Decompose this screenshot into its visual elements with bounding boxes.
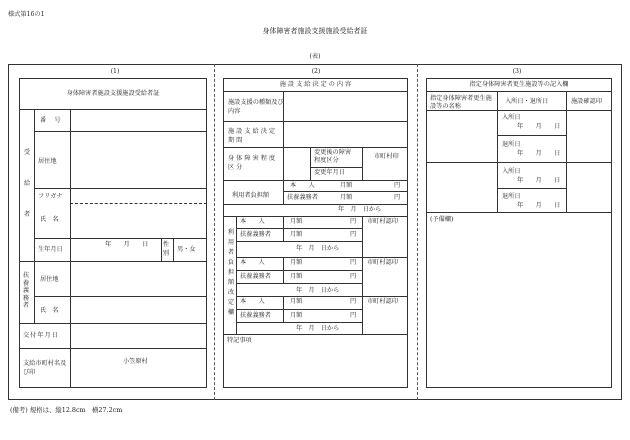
c1-support-yen: 円 <box>350 231 357 238</box>
panel1-table <box>19 78 207 388</box>
c2-city-approve: 市町村認印 <box>367 259 398 266</box>
change-date-label: 変更年月日 <box>314 169 345 176</box>
c1-support-monthly: 月額 <box>290 231 303 238</box>
c1-from: 年 月 日から <box>296 245 340 252</box>
birth-label: 生年月日 <box>38 246 63 253</box>
address-label: 居住地 <box>38 158 57 165</box>
disability-label: 身体障害程度区分 <box>228 155 278 171</box>
panel3-title: 指定身体障害者更生施設等の記入欄 <box>469 81 569 88</box>
fold-line-1 <box>214 64 215 400</box>
burden-self-yen: 円 <box>394 182 401 189</box>
c3-self-yen: 円 <box>350 298 357 305</box>
receiver-label-3: 者 <box>24 211 31 218</box>
e2-in-ymd: 年 月 日 <box>517 177 561 184</box>
guardian-label: 扶養義務者 <box>22 272 30 309</box>
panel1-number: (1) <box>110 68 120 75</box>
c1-self-yen: 円 <box>350 218 357 225</box>
c3-city-approve: 市町村認印 <box>367 298 398 305</box>
e2-in-date: 入所日 <box>502 168 521 175</box>
c1-self: 本 人 <box>240 218 265 225</box>
e1-in-ymd: 年 月 日 <box>517 123 561 130</box>
c1-self-monthly: 月額 <box>290 218 303 225</box>
c2-from: 年 月 日から <box>296 287 340 294</box>
burden-support: 扶養義務者 <box>287 194 318 201</box>
c1-city-approve: 市町村認印 <box>367 218 398 225</box>
burden-self-monthly: 月額 <box>340 182 353 189</box>
c3-support-yen: 円 <box>350 312 357 319</box>
c3-self: 本 人 <box>240 298 265 305</box>
confirm-header: 施設確認印 <box>571 98 602 105</box>
facility-label: 指定身体障害者更生施設等の名称 <box>430 95 492 110</box>
form-number: 様式第16の1 <box>8 11 45 18</box>
c2-self-monthly: 月額 <box>290 259 303 266</box>
fold-line-2 <box>417 64 418 400</box>
in-out-header: 入所日・退所日 <box>505 98 549 105</box>
c3-self-monthly: 月額 <box>290 298 303 305</box>
footer-note: (備考) 規格は、縦12.8cm 横27.2cm <box>10 406 123 414</box>
name-label: 氏 名 <box>40 216 59 223</box>
c2-self-yen: 円 <box>350 259 357 266</box>
change-column-label: 利用者負担額改定欄 <box>227 229 235 316</box>
municipality-value: 小笠原村 <box>123 358 148 365</box>
e2-out-ymd: 年 月 日 <box>517 202 561 209</box>
guardian-address-label: 居住地 <box>40 276 59 283</box>
c3-support: 扶養義務者 <box>240 312 271 319</box>
burden-support-monthly: 月額 <box>340 194 353 201</box>
birth-value: 年 月 日 <box>105 241 149 248</box>
panel1-title: 身体障害者施設支援施設受給者証 <box>66 90 160 97</box>
c3-support-monthly: 月額 <box>290 312 303 319</box>
period-label: 施設支給決定期間 <box>228 128 278 144</box>
burden-from: 年 月 日から <box>338 206 382 213</box>
notes-label: 特記事項 <box>227 337 252 344</box>
e1-out-ymd: 年 月 日 <box>517 150 561 157</box>
panel3-number: (3) <box>512 68 522 75</box>
e1-out-date: 退所日 <box>502 141 521 148</box>
burden-self: 本 人 <box>290 182 315 189</box>
c2-support-yen: 円 <box>350 273 357 280</box>
c1-support: 扶養義務者 <box>240 231 271 238</box>
c2-self: 本 人 <box>240 259 265 266</box>
burden-label: 利用者負担額 <box>232 192 270 199</box>
guardian-name-label: 氏 名 <box>40 307 59 314</box>
panel2-number: (2) <box>311 68 321 75</box>
issue-date-label: 交付年月日 <box>23 332 59 339</box>
city-seal-label: 市町村印 <box>374 153 399 160</box>
c2-support-monthly: 月額 <box>290 273 303 280</box>
c3-from: 年 月 日から <box>296 325 340 332</box>
c2-support: 扶養義務者 <box>240 273 271 280</box>
bango-label: 番 号 <box>40 117 62 124</box>
municipality-label: 支給市町村名及び印 <box>23 360 67 376</box>
sex-label: 性別 <box>162 241 170 257</box>
page-title: 身体障害者施設支援施設受給者証 <box>262 27 368 35</box>
e2-out-date: 退所日 <box>502 193 521 200</box>
reserve-label: (予備欄) <box>430 216 454 223</box>
burden-support-yen: 円 <box>394 194 401 201</box>
receiver-label-2: 給 <box>24 180 31 187</box>
after-change-label: 変更後の障害程度区分 <box>314 149 352 164</box>
receiver-label-1: 受 <box>24 149 31 156</box>
panel2-title: 施 設 支 給 決 定 の 内 容 <box>279 81 352 88</box>
sex-value: 男・女 <box>177 246 196 253</box>
side-label: (表) <box>309 53 321 60</box>
kind-label: 施設支援の種類及び内容 <box>228 99 284 115</box>
e1-in-date: 入所日 <box>502 114 521 121</box>
furigana-label: フリガナ <box>38 193 63 200</box>
